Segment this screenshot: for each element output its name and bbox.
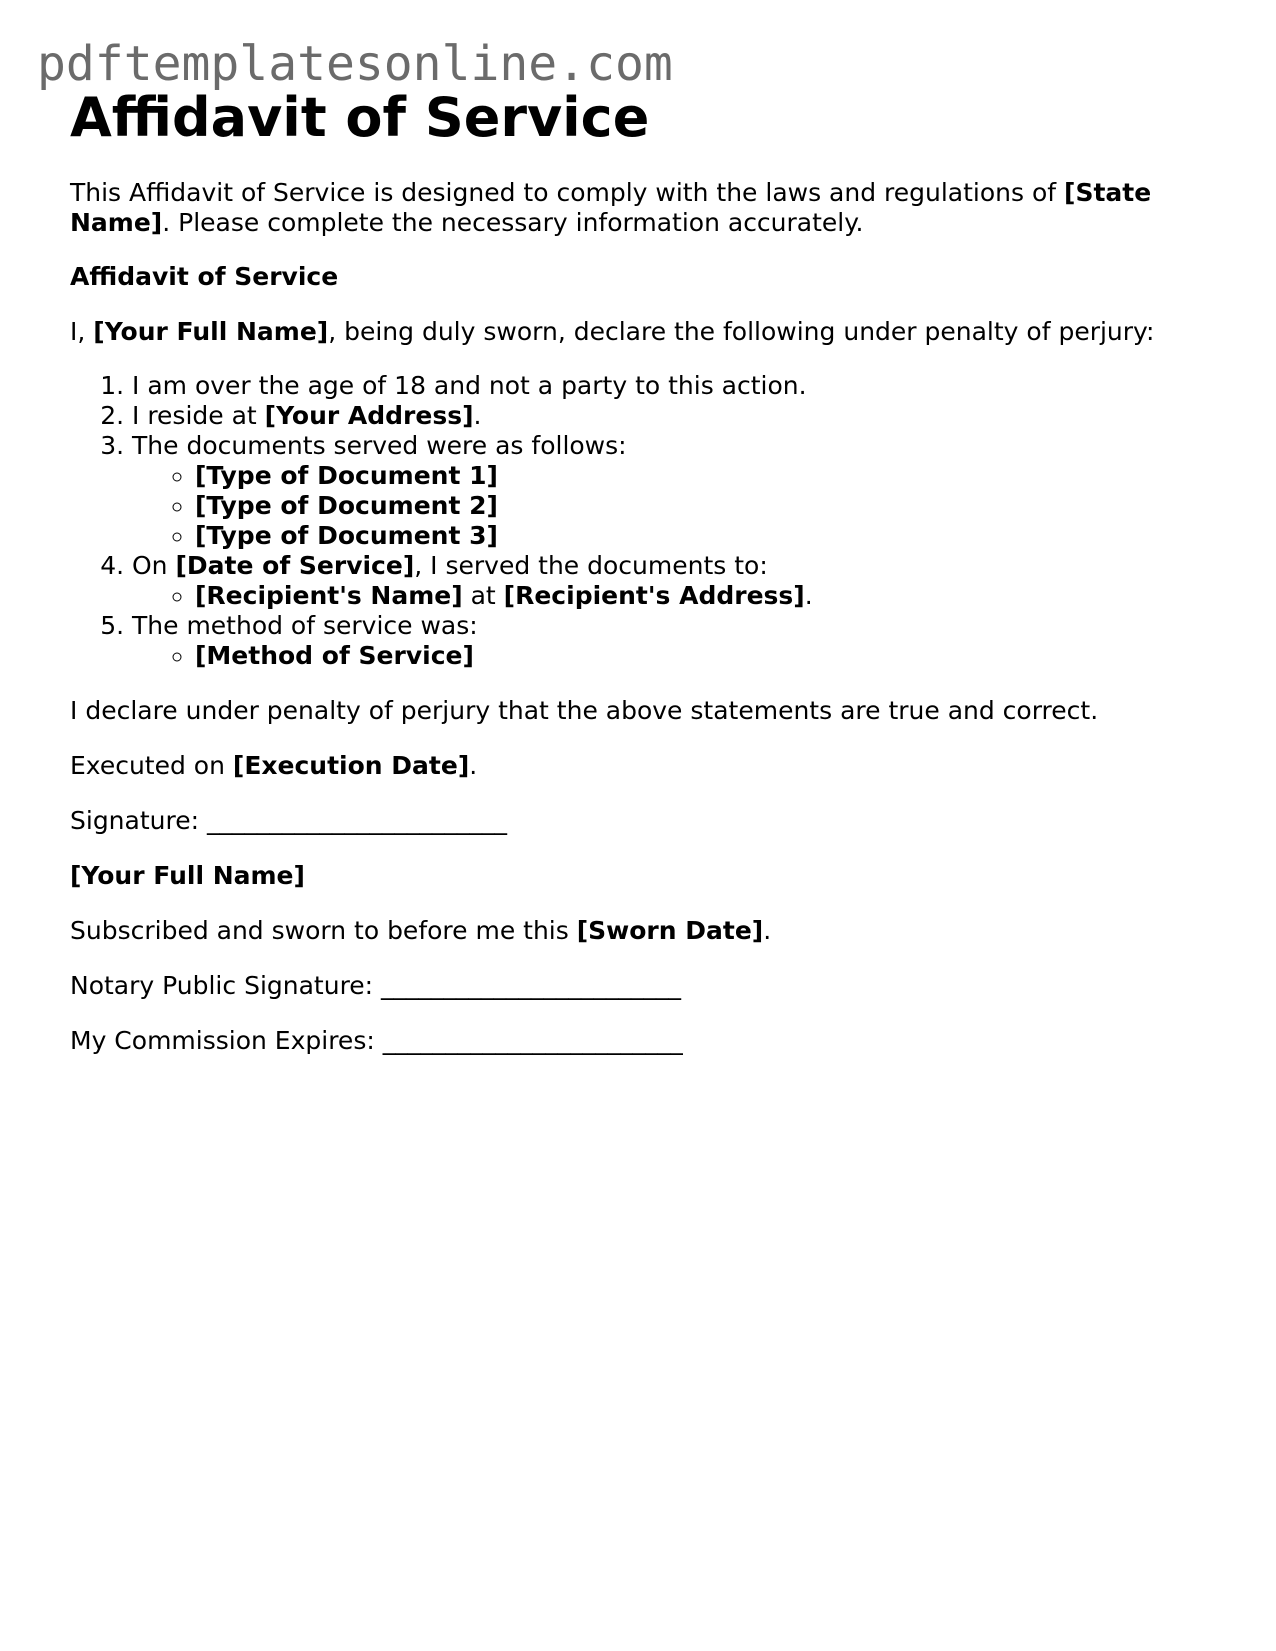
intro-paragraph bbox=[70, 178, 1210, 238]
recipient-list bbox=[132, 581, 1210, 611]
sworn-suffix: . bbox=[763, 916, 772, 945]
intro-text: This Affidavit of Service is designed to comply with the laws and regulations of bbox=[70, 178, 1065, 207]
executed-prefix: Executed on bbox=[70, 751, 233, 780]
method-placeholder: [Method of Service] bbox=[195, 641, 474, 670]
recipient-connector: at bbox=[462, 581, 504, 610]
list-item bbox=[195, 461, 1210, 491]
date-of-service-placeholder: [Date of Service] bbox=[175, 551, 415, 580]
documents-list bbox=[132, 461, 1210, 551]
recipient-name-placeholder: [Recipient's Name] bbox=[195, 581, 463, 610]
age-statement: I am over the age of 18 and not a party to this action. bbox=[132, 371, 807, 400]
date-prefix: On bbox=[132, 551, 176, 580]
address-prefix: I reside at bbox=[132, 401, 265, 430]
sworn-prefix: Subscribed and sworn to before me this bbox=[70, 916, 577, 945]
declaration-prefix: I, bbox=[70, 317, 94, 346]
document-3-placeholder: [Type of Document 3] bbox=[195, 521, 498, 550]
document-2-placeholder: [Type of Document 2] bbox=[195, 491, 498, 520]
list-item bbox=[132, 431, 1210, 551]
recipient-address-placeholder: [Recipient's Address] bbox=[503, 581, 805, 610]
sworn-line bbox=[70, 916, 1210, 946]
declaration-suffix: , being duly sworn, declare the following under penalty of perjury: bbox=[328, 317, 1155, 346]
intro-text-end: . Please complete the necessary information accurately. bbox=[162, 208, 864, 237]
executed-line bbox=[70, 751, 1210, 781]
address-suffix: . bbox=[473, 401, 482, 430]
date-suffix: , I served the documents to: bbox=[414, 551, 768, 580]
notary-signature-line[interactable]: Notary Public Signature: ________________________ bbox=[70, 971, 682, 1000]
section-heading: Affidavit of Service bbox=[70, 262, 339, 291]
signature-line[interactable]: Signature: ________________________ bbox=[70, 806, 507, 835]
list-item bbox=[132, 371, 1210, 401]
list-item bbox=[195, 521, 1210, 551]
watermark: pdftemplatesonline.com bbox=[37, 36, 673, 92]
list-item bbox=[132, 401, 1210, 431]
declaration-paragraph bbox=[70, 317, 1210, 347]
executed-suffix: . bbox=[469, 751, 478, 780]
state-name-placeholder: [State Name] bbox=[70, 178, 1152, 237]
method-list bbox=[132, 641, 1210, 671]
list-item bbox=[132, 611, 1210, 671]
commission-expires-line[interactable]: My Commission Expires: ________________________ bbox=[70, 1026, 683, 1055]
document-1-placeholder: [Type of Document 1] bbox=[195, 461, 498, 490]
list-item bbox=[195, 641, 1210, 671]
sworn-date-placeholder: [Sworn Date] bbox=[576, 916, 764, 945]
signer-name: [Your Full Name] bbox=[70, 861, 305, 890]
statements-list bbox=[70, 371, 1210, 671]
method-statement: The method of service was: bbox=[132, 611, 478, 640]
list-item bbox=[195, 581, 1210, 611]
list-item bbox=[195, 491, 1210, 521]
full-name-placeholder: [Your Full Name] bbox=[93, 317, 329, 346]
document-body bbox=[70, 86, 1210, 1056]
execution-date-placeholder: [Execution Date] bbox=[232, 751, 470, 780]
closing-declaration: I declare under penalty of perjury that the above statements are true and correct. bbox=[70, 696, 1099, 725]
address-placeholder: [Your Address] bbox=[264, 401, 474, 430]
documents-statement: The documents served were as follows: bbox=[132, 431, 627, 460]
recipient-suffix: . bbox=[804, 581, 813, 610]
list-item bbox=[132, 551, 1210, 611]
document-title: Affidavit of Service bbox=[70, 86, 650, 149]
